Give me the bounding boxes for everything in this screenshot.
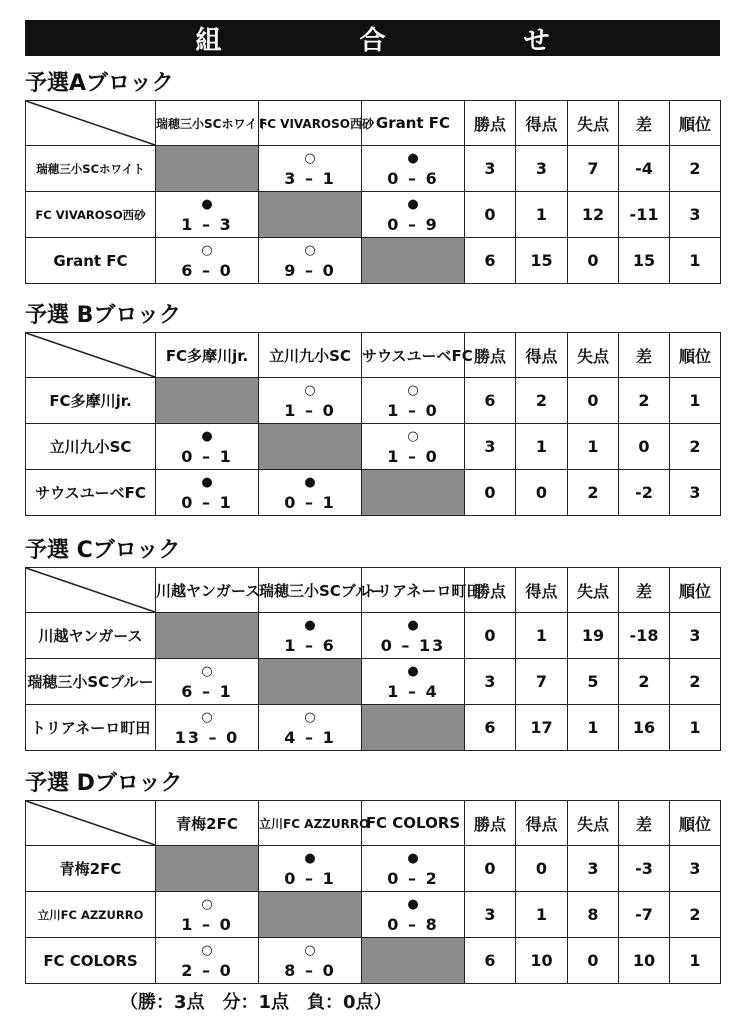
block-d	[25, 770, 720, 984]
stat-diff: -3	[619, 846, 670, 892]
table-row	[26, 192, 721, 238]
corner-cell	[26, 101, 156, 146]
stat-points: 0	[465, 613, 516, 659]
header-points: 勝点	[465, 801, 516, 846]
stat-goals-against: 1	[568, 424, 619, 470]
match-score: 1 – 0	[387, 446, 439, 466]
match-result-cell	[259, 846, 362, 892]
header-goals-against: 失点	[568, 568, 619, 613]
block-b	[25, 302, 720, 516]
self-match-cell	[259, 424, 362, 470]
table-row	[26, 659, 721, 705]
match-result-cell	[259, 938, 362, 984]
header-points: 勝点	[465, 333, 516, 378]
table-row	[26, 613, 721, 659]
stat-rank: 1	[670, 238, 721, 284]
block-c	[25, 537, 720, 751]
standings-table	[25, 800, 721, 984]
stat-rank: 2	[670, 424, 721, 470]
stat-rank: 2	[670, 146, 721, 192]
team-header: FC VIVAROSO西砂	[259, 101, 362, 146]
match-score: 6 – 0	[181, 260, 233, 280]
header-goals-for: 得点	[516, 568, 568, 613]
row-team-name: 川越ヤンガース	[26, 613, 156, 659]
block-title: 予選Aブロック	[25, 71, 174, 96]
match-score: 9 – 0	[284, 260, 336, 280]
match-score: 0 – 1	[284, 868, 336, 888]
match-result-cell	[362, 378, 465, 424]
team-header: 瑞穂三小SCホワイト	[156, 101, 259, 146]
table-row	[26, 146, 721, 192]
match-result-cell	[259, 378, 362, 424]
match-result-cell	[362, 192, 465, 238]
row-team-name: FC VIVAROSO西砂	[26, 192, 156, 238]
stat-goals-for: 10	[516, 938, 568, 984]
standings-table	[25, 332, 721, 516]
stat-rank: 3	[670, 470, 721, 516]
match-score: 0 – 8	[387, 914, 439, 934]
stat-rank: 3	[670, 613, 721, 659]
loss-dot-icon: ●	[407, 850, 419, 866]
row-team-name: サウスユーベFC	[26, 470, 156, 516]
header-row	[26, 568, 721, 613]
match-result-cell	[259, 146, 362, 192]
stat-goals-for: 15	[516, 238, 568, 284]
stat-diff: -11	[619, 192, 670, 238]
stat-goals-against: 0	[568, 378, 619, 424]
header-rank: 順位	[670, 568, 721, 613]
stat-rank: 3	[670, 192, 721, 238]
match-result-cell	[156, 238, 259, 284]
corner-cell	[26, 333, 156, 378]
self-match-cell	[259, 659, 362, 705]
self-match-cell	[362, 470, 465, 516]
match-score: 1 – 0	[387, 400, 439, 420]
diagonal-line	[26, 568, 155, 612]
stat-rank: 3	[670, 846, 721, 892]
row-team-name: 立川FC AZZURRO	[26, 892, 156, 938]
match-result-cell	[156, 892, 259, 938]
header-diff: 差	[619, 801, 670, 846]
loss-dot-icon: ●	[304, 850, 316, 866]
self-match-cell	[362, 705, 465, 751]
team-header: サウスユーベFC	[362, 333, 465, 378]
corner-cell	[26, 801, 156, 846]
stat-points: 3	[465, 146, 516, 192]
team-header: 川越ヤンガース	[156, 568, 259, 613]
loss-dot-icon: ●	[201, 196, 213, 212]
standings-table	[25, 567, 721, 751]
win-circle-icon: ○	[407, 382, 419, 398]
header-goals-for: 得点	[516, 333, 568, 378]
header-points: 勝点	[465, 101, 516, 146]
stat-rank: 2	[670, 659, 721, 705]
match-result-cell	[156, 938, 259, 984]
team-header: Grant FC	[362, 101, 465, 146]
header-row	[26, 101, 721, 146]
match-result-cell	[259, 705, 362, 751]
header-diff: 差	[619, 568, 670, 613]
team-header: トリアネーロ町田	[362, 568, 465, 613]
win-circle-icon: ○	[201, 663, 213, 679]
self-match-cell	[156, 846, 259, 892]
stat-goals-against: 8	[568, 892, 619, 938]
stat-goals-for: 1	[516, 892, 568, 938]
stat-diff: 10	[619, 938, 670, 984]
table-row	[26, 378, 721, 424]
row-team-name: Grant FC	[26, 238, 156, 284]
stat-rank: 2	[670, 892, 721, 938]
loss-dot-icon: ●	[304, 617, 316, 633]
match-score: 8 – 0	[284, 960, 336, 980]
stat-points: 6	[465, 938, 516, 984]
self-match-cell	[156, 146, 259, 192]
stat-goals-for: 2	[516, 378, 568, 424]
block-a	[25, 70, 720, 284]
self-match-cell	[156, 378, 259, 424]
match-score: 2 – 0	[181, 960, 233, 980]
stat-goals-for: 3	[516, 146, 568, 192]
stat-points: 3	[465, 424, 516, 470]
stat-diff: 2	[619, 659, 670, 705]
row-team-name: 立川九小SC	[26, 424, 156, 470]
standings-table	[25, 100, 721, 284]
match-score: 1 – 3	[181, 214, 233, 234]
header-goals-for: 得点	[516, 101, 568, 146]
match-result-cell	[259, 470, 362, 516]
loss-dot-icon: ●	[201, 428, 213, 444]
header-rank: 順位	[670, 333, 721, 378]
stat-points: 0	[465, 470, 516, 516]
stat-goals-for: 7	[516, 659, 568, 705]
stat-diff: -7	[619, 892, 670, 938]
loss-dot-icon: ●	[407, 150, 419, 166]
stat-points: 3	[465, 659, 516, 705]
team-header: FC多摩川jr.	[156, 333, 259, 378]
match-score: 0 – 1	[181, 492, 233, 512]
stat-goals-against: 19	[568, 613, 619, 659]
stat-diff: 16	[619, 705, 670, 751]
stat-points: 0	[465, 192, 516, 238]
header-goals-against: 失点	[568, 101, 619, 146]
stat-goals-against: 1	[568, 705, 619, 751]
header-rank: 順位	[670, 801, 721, 846]
stat-goals-for: 0	[516, 470, 568, 516]
stat-points: 6	[465, 378, 516, 424]
page-title: 組 合 せ	[25, 20, 720, 56]
diagonal-line	[26, 333, 155, 377]
row-team-name: FC COLORS	[26, 938, 156, 984]
win-circle-icon: ○	[201, 242, 213, 258]
match-result-cell	[362, 424, 465, 470]
header-goals-for: 得点	[516, 801, 568, 846]
win-circle-icon: ○	[304, 382, 316, 398]
match-result-cell	[259, 613, 362, 659]
match-result-cell	[362, 659, 465, 705]
table-row	[26, 846, 721, 892]
header-diff: 差	[619, 101, 670, 146]
win-circle-icon: ○	[201, 709, 213, 725]
win-circle-icon: ○	[304, 942, 316, 958]
team-header: 立川九小SC	[259, 333, 362, 378]
stat-goals-for: 1	[516, 613, 568, 659]
loss-dot-icon: ●	[201, 474, 213, 490]
win-circle-icon: ○	[304, 150, 316, 166]
stat-goals-for: 1	[516, 192, 568, 238]
block-title: 予選 Cブロック	[25, 538, 181, 563]
points-legend: （勝：3点 分：1点 負：0点）	[120, 992, 392, 1013]
stat-goals-against: 5	[568, 659, 619, 705]
match-score: 1 – 6	[284, 635, 336, 655]
stat-points: 6	[465, 238, 516, 284]
table-row	[26, 238, 721, 284]
team-header: 立川FC AZZURRO	[259, 801, 362, 846]
match-result-cell	[156, 424, 259, 470]
stat-goals-against: 7	[568, 146, 619, 192]
match-result-cell	[362, 846, 465, 892]
block-title: 予選 Bブロック	[25, 303, 181, 328]
match-result-cell	[156, 470, 259, 516]
win-circle-icon: ○	[407, 428, 419, 444]
diagonal-line	[26, 101, 155, 145]
match-score: 3 – 1	[284, 168, 336, 188]
team-header: 青梅2FC	[156, 801, 259, 846]
stat-points: 0	[465, 846, 516, 892]
stat-points: 3	[465, 892, 516, 938]
stat-goals-against: 2	[568, 470, 619, 516]
stat-goals-for: 1	[516, 424, 568, 470]
row-team-name: 青梅2FC	[26, 846, 156, 892]
match-result-cell	[156, 705, 259, 751]
match-result-cell	[156, 192, 259, 238]
table-row	[26, 470, 721, 516]
loss-dot-icon: ●	[407, 663, 419, 679]
match-result-cell	[362, 892, 465, 938]
loss-dot-icon: ●	[407, 196, 419, 212]
header-row	[26, 333, 721, 378]
stat-goals-for: 17	[516, 705, 568, 751]
match-score: 0 – 1	[181, 446, 233, 466]
team-header: FC COLORS	[362, 801, 465, 846]
stat-goals-against: 3	[568, 846, 619, 892]
win-circle-icon: ○	[304, 242, 316, 258]
header-row	[26, 801, 721, 846]
stat-goals-for: 0	[516, 846, 568, 892]
stat-diff: -2	[619, 470, 670, 516]
loss-dot-icon: ●	[407, 617, 419, 633]
match-score: 6 – 1	[181, 681, 233, 701]
stat-goals-against: 12	[568, 192, 619, 238]
diagonal-line	[26, 801, 155, 845]
self-match-cell	[362, 238, 465, 284]
header-goals-against: 失点	[568, 333, 619, 378]
self-match-cell	[362, 938, 465, 984]
win-circle-icon: ○	[304, 709, 316, 725]
stat-rank: 1	[670, 705, 721, 751]
stat-diff: 0	[619, 424, 670, 470]
match-score: 1 – 0	[181, 914, 233, 934]
match-result-cell	[362, 146, 465, 192]
stat-diff: 15	[619, 238, 670, 284]
match-result-cell	[156, 659, 259, 705]
stat-goals-against: 0	[568, 938, 619, 984]
match-score: 4 – 1	[284, 727, 336, 747]
match-score: 0 – 6	[387, 168, 439, 188]
match-result-cell	[259, 238, 362, 284]
corner-cell	[26, 568, 156, 613]
table-row	[26, 705, 721, 751]
header-rank: 順位	[670, 101, 721, 146]
row-team-name: FC多摩川jr.	[26, 378, 156, 424]
table-row	[26, 424, 721, 470]
header-points: 勝点	[465, 568, 516, 613]
match-score: 0 – 9	[387, 214, 439, 234]
header-goals-against: 失点	[568, 801, 619, 846]
block-title: 予選 Dブロック	[25, 771, 183, 796]
team-header: 瑞穂三小SCブルー	[259, 568, 362, 613]
match-score: 0 – 1	[284, 492, 336, 512]
stat-points: 6	[465, 705, 516, 751]
row-team-name: 瑞穂三小SCホワイト	[26, 146, 156, 192]
win-circle-icon: ○	[201, 942, 213, 958]
loss-dot-icon: ●	[304, 474, 316, 490]
match-result-cell	[362, 613, 465, 659]
table-row	[26, 892, 721, 938]
loss-dot-icon: ●	[407, 896, 419, 912]
match-score: 1 – 0	[284, 400, 336, 420]
match-score: 13 – 0	[174, 727, 240, 747]
stat-rank: 1	[670, 938, 721, 984]
stat-diff: 2	[619, 378, 670, 424]
stat-goals-against: 0	[568, 238, 619, 284]
row-team-name: トリアネーロ町田	[26, 705, 156, 751]
stat-diff: -4	[619, 146, 670, 192]
match-score: 0 – 2	[387, 868, 439, 888]
stat-rank: 1	[670, 378, 721, 424]
win-circle-icon: ○	[201, 896, 213, 912]
self-match-cell	[259, 892, 362, 938]
table-row	[26, 938, 721, 984]
match-score: 1 – 4	[387, 681, 439, 701]
stat-diff: -18	[619, 613, 670, 659]
self-match-cell	[156, 613, 259, 659]
row-team-name: 瑞穂三小SCブルー	[26, 659, 156, 705]
self-match-cell	[259, 192, 362, 238]
header-diff: 差	[619, 333, 670, 378]
match-score: 0 – 13	[380, 635, 446, 655]
